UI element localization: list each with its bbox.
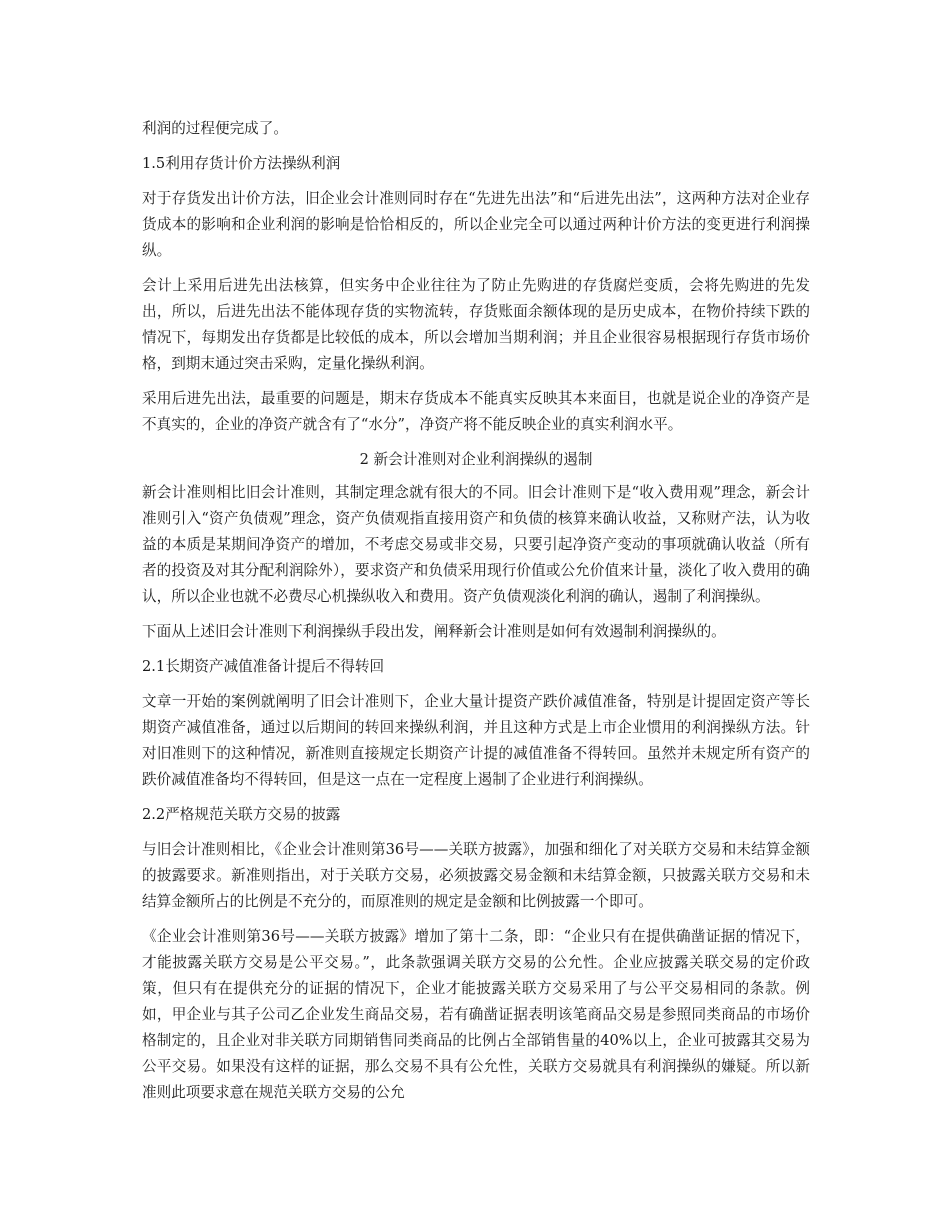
paragraph: 采用后进先出法，最重要的问题是，期末存货成本不能真实反映其本来面目，也就是说企业的净资产是不真实的，企业的净资产就含有了“水分”，净资产将不能反映企业的真实利润水平。 xyxy=(142,390,810,433)
section-heading: 2.2严格规范关联方交易的披露 xyxy=(142,806,341,823)
paragraph: 利润的过程便完成了。 xyxy=(142,120,288,137)
paragraph: 下面从上述旧会计准则下利润操纵手段出发，阐释新会计准则是如何有效遏制利润操纵的。 xyxy=(142,623,726,640)
paragraph: 文章一开始的案例就阐明了旧会计准则下，企业大量计提资产跌价减值准备，特别是计提固定资产等长期资产减值准备，通过以后期间的转回来操纵利润，并且这种方式是上市企业惯用的利润操纵方法。针对旧准则下的这种情况，新准则直接规定长期资产计提的减值准备不得转回。虽然并未规定所有资产的跌价减值准备均不得转回，但是这一点在一定程度上遏制了企业进行利润操纵。 xyxy=(142,693,810,788)
document-body xyxy=(142,116,810,1115)
section-heading: 1.5利用存货计价方法操纵利润 xyxy=(142,155,341,172)
section-heading: 2.1长期资产减值准备计提后不得转回 xyxy=(142,658,385,675)
paragraph: 《企业会计准则第36号——关联方披露》增加了第十二条，即：“企业只有在提供确凿证据的情况下，才能披露关联方交易是公平交易。”，此条款强调关联方交易的公允性。企业应披露关联交易的定价政策，但只有在提供充分的证据的情况下，企业才能披露关联方交易采用了与公平交易相同的条款。例如，甲企业与其子公司乙企业发生商品交易，若有确凿证据表明该笔商品交易是参照同类商品的市场价格制定的，且企业对非关联方同期销售同类商品的比例占全部销售量的40%以上，企业可披露其交易为公平交易。如果没有这样的证据，那么交易不具有公允性，关联方交易就具有利润操纵的嫌疑。所以新准则此项要求意在规范关联方交易的公允 xyxy=(142,928,810,1101)
paragraph: 与旧会计准则相比，《企业会计准则第36号——关联方披露》，加强和细化了对关联方交易和未结算金额的披露要求。新准则指出，对于关联方交易，必须披露交易金额和未结算金额，只披露关联方交易和未结算金额所占的比例是不充分的，而原准则的规定是金额和比例披露一个即可。 xyxy=(142,841,810,910)
paragraph: 对于存货发出计价方法，旧企业会计准则同时存在“先进先出法”和“后进先出法”，这两种方法对企业存货成本的影响和企业利润的影响是恰恰相反的，所以企业完全可以通过两种计价方法的变更进行利润操纵。 xyxy=(142,190,810,259)
paragraph: 新会计准则相比旧会计准则，其制定理念就有很大的不同。旧会计准则下是“收入费用观”理念，新会计准则引入“资产负债观”理念，资产负债观指直接用资产和负债的核算来确认收益，又称财产法，认为收益的本质是某期间净资产的增加，不考虑交易或非交易，只要引起净资产变动的事项就确认收益（所有者的投资及对其分配利润除外），要求资产和负债采用现行价值或公允价值来计量，淡化了收入费用的确认，所以企业也就不必费尽心机操纵收入和费用。资产负债观淡化利润的确认，遏制了利润操纵。 xyxy=(142,484,810,605)
paragraph: 会计上采用后进先出法核算，但实务中企业往往为了防止先购进的存货腐烂变质，会将先购进的先发出，所以，后进先出法不能体现存货的实物流转，存货账面余额体现的是历史成本，在物价持续下跌的情况下，每期发出存货都是比较低的成本，所以会增加当期利润；并且企业很容易根据现行存货市场价格，到期末通过突击采购，定量化操纵利润。 xyxy=(142,277,810,372)
chapter-heading: 2 新会计准则对企业利润操纵的遏制 xyxy=(359,451,593,468)
